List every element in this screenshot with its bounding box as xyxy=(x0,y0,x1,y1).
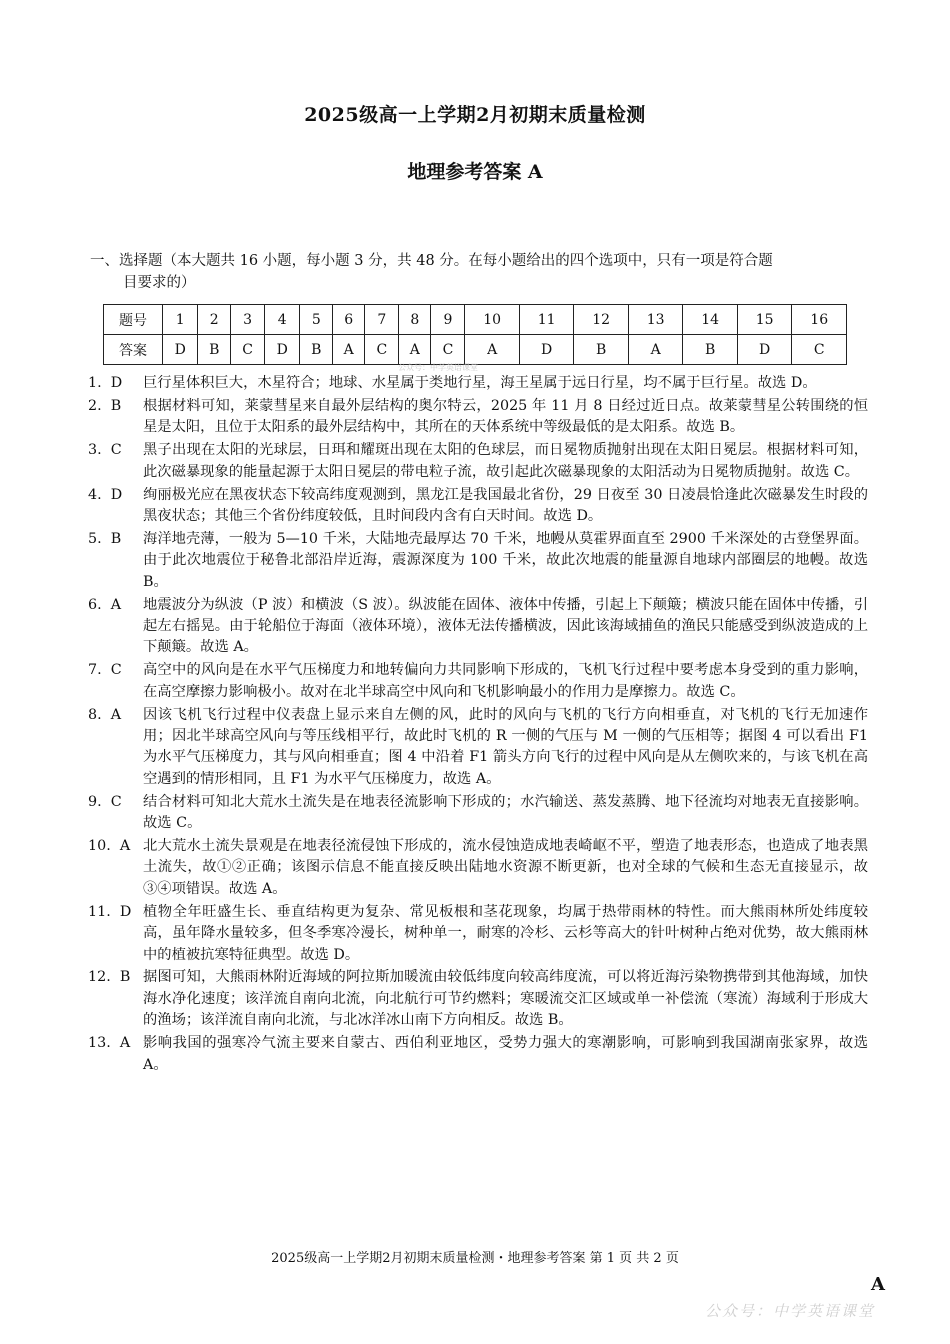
table-cell: 10 xyxy=(465,305,520,335)
table-cell: A xyxy=(399,335,431,365)
item-number: 8. A xyxy=(88,706,122,723)
table-cell: 4 xyxy=(265,305,300,335)
item-text: 地震波分为纵波（P 波）和横波（S 波）。纵波能在固体、液体中传播，引起上下颠簸；横波只能在固体中传播，引起左右摇晃。由于轮船位于海面（液体环境），液体无法传播横波，因此该海域捕鱼的渔民只能感受到纵波造成的上下颠簸。故选 A。 xyxy=(143,596,868,656)
table-cell: 16 xyxy=(792,305,847,335)
table-cell: A xyxy=(628,335,683,365)
answer-table-row-answers xyxy=(104,335,847,365)
answer-explanations xyxy=(88,373,868,1078)
page-subtitle: 地理参考答案 A xyxy=(407,161,543,183)
page-footer: 2025级高一上学期2月初期末质量检测・地理参考答案 第 1 页 共 2 页 xyxy=(271,1251,679,1266)
table-cell: C xyxy=(792,335,847,365)
list-item xyxy=(88,902,868,966)
list-item xyxy=(88,705,868,791)
watermark-small: 公众号：中学英语课堂 xyxy=(398,363,478,372)
answer-table-row-numbers xyxy=(104,305,847,335)
item-number: 4. D xyxy=(88,486,123,503)
item-number: 6. A xyxy=(88,596,122,613)
table-cell: B xyxy=(198,335,231,365)
table-cell: D xyxy=(519,335,574,365)
table-cell: B xyxy=(300,335,333,365)
item-number: 10. A xyxy=(88,838,131,855)
item-number: 3. C xyxy=(88,442,122,459)
table-header-cell: 题号 xyxy=(104,305,163,335)
item-number: 2. B xyxy=(88,397,122,414)
table-cell: B xyxy=(683,335,738,365)
table-header-cell: 答案 xyxy=(104,335,163,365)
table-cell: D xyxy=(163,335,198,365)
item-text: 绚丽极光应在黑夜状态下较高纬度观测到，黑龙江是我国最北省份，29 日夜至 30 日凌晨恰逢此次磁暴发生时段的黑夜状态；其他三个省份纬度较低，且时间段内含有白天时间。故选 D。 xyxy=(143,486,868,524)
table-cell: 2 xyxy=(198,305,231,335)
table-cell: D xyxy=(265,335,300,365)
page-title: 2025级高一上学期2月初期末质量检测 xyxy=(304,104,646,126)
section-heading xyxy=(90,250,865,294)
table-cell: 14 xyxy=(683,305,738,335)
table-cell: 3 xyxy=(231,305,265,335)
list-item xyxy=(88,373,868,394)
item-text: 影响我国的强寒冷气流主要来自蒙古、西伯利亚地区，受势力强大的寒潮影响，可影响到我国湖南张家界，故选 A。 xyxy=(143,1035,868,1073)
table-cell: 11 xyxy=(519,305,574,335)
list-item xyxy=(88,967,868,1031)
item-number: 11. D xyxy=(88,903,132,920)
item-number: 5. B xyxy=(88,530,122,547)
item-text: 北大荒水土流失景观是在地表径流侵蚀下形成的，流水侵蚀造成地表崎岖不平，塑造了地表形态，也造成了地表黑土流失，故①②正确；该图示信息不能直接反映出陆地水资源不断更新，也对全球的气候和生态无直接显示，故③④项错误。故选 A。 xyxy=(143,838,868,897)
table-cell: A xyxy=(465,335,520,365)
table-cell: C xyxy=(365,335,399,365)
table-cell: 12 xyxy=(574,305,629,335)
item-number: 7. C xyxy=(88,662,122,679)
list-item xyxy=(88,529,868,593)
table-cell: D xyxy=(737,335,792,365)
list-item xyxy=(88,485,868,528)
list-item xyxy=(88,396,868,439)
table-cell: 7 xyxy=(365,305,399,335)
item-text: 黑子出现在太阳的光球层，日珥和耀斑出现在太阳的色球层，而日冕物质抛射出现在太阳日冕层。根据材料可知，此次磁暴现象的能量起源于太阳日冕层的带电粒子流，故引起此次磁暴现象的太阳活动为日冕物质抛射。故选 C。 xyxy=(143,442,868,480)
list-item xyxy=(88,836,868,900)
list-item xyxy=(88,440,868,483)
version-label: A xyxy=(871,1274,885,1295)
item-text: 因该飞机飞行过程中仪表盘上显示来自左侧的风，此时的风向与飞机的飞行方向相垂直，对飞机的飞行无加速作用；因北半球高空风向与等压线相平行，故此时飞机的 R 一侧的气压与 M 一侧的气压相等；据图 4 可以看出 F1 为水平气压梯度力，其与风向相垂直；图 4 中沿着 F1 箭头方向飞行的过程中风向是从左侧吹来的，与该飞机在高空遇到的情形相同，且 F1 为水平气压梯度力，故选 A。 xyxy=(143,706,868,787)
watermark-bottom: 公众号：中学英语课堂 xyxy=(705,1302,876,1320)
table-cell: 5 xyxy=(300,305,333,335)
table-cell: A xyxy=(333,335,365,365)
item-text: 根据材料可知，莱蒙彗星来自最外层结构的奥尔特云，2025 年 11 月 8 日经过近日点。故莱蒙彗星公转围绕的恒星是太阳，且位于太阳系的最外层结构中，其所在的天体系统中等级最低的是太阳系。故选 B。 xyxy=(143,397,868,436)
item-text: 据图可知，大熊雨林附近海域的阿拉斯加暖流由较低纬度向较高纬度流，可以将近海污染物携带到其他海域，加快海水净化速度；该洋流自南向北流，向北航行可节约燃料；寒暖流交汇区域或单一补偿流（寒流）海域利于形成大的渔场；该洋流自南向北流，与北冰洋冰山南下方向相反。故选 B。 xyxy=(143,969,868,1029)
table-cell: 1 xyxy=(163,305,198,335)
answer-table xyxy=(103,304,847,365)
table-cell: 9 xyxy=(431,305,465,335)
item-number: 12. B xyxy=(88,969,131,986)
table-cell: 13 xyxy=(628,305,683,335)
item-text: 植物全年旺盛生长、垂直结构更为复杂、常见板根和茎花现象，均属于热带雨林的特性。而大熊雨林所处纬度较高，虽年降水量较多，但冬季寒冷漫长，树种单一，耐寒的冷杉、云杉等高大的针叶树种占绝对优势，故大熊雨林中的植被抗寒特征典型。故选 D。 xyxy=(143,903,868,963)
item-number: 1. D xyxy=(88,375,123,391)
item-text: 海洋地壳薄，一般为 5—10 千米，大陆地壳最厚达 70 千米，地幔从莫霍界面直至 2900 千米深处的古登堡界面。由于此次地震位于秘鲁北部沿岸近海，震源深度为 100 千米，故此次地震的能量源自地球内部圈层的地幔。故选 B。 xyxy=(143,530,868,590)
table-cell: B xyxy=(574,335,629,365)
list-item xyxy=(88,792,868,835)
table-cell: C xyxy=(431,335,465,365)
section-heading-line2: 目要求的） xyxy=(123,275,196,291)
table-cell: 15 xyxy=(737,305,792,335)
table-cell: 8 xyxy=(399,305,431,335)
list-item xyxy=(88,660,868,703)
item-text: 高空中的风向是在水平气压梯度力和地转偏向力共同影响下形成的，飞机飞行过程中要考虑本身受到的重力影响，在高空摩擦力影响极小。故对在北半球高空中风向和飞机影响最小的作用力是摩擦力。故选 C。 xyxy=(143,662,868,700)
item-number: 13. A xyxy=(88,1035,131,1052)
table-cell: C xyxy=(231,335,265,365)
section-heading-line1: 一、选择题（本大题共 16 小题，每小题 3 分，共 48 分。在每小题给出的四个选项中，只有一项是符合题 xyxy=(90,253,773,269)
table-cell: 6 xyxy=(333,305,365,335)
item-number: 9. C xyxy=(88,793,122,810)
item-text: 巨行星体积巨大，木星符合；地球、水星属于类地行星，海王星属于远日行星，均不属于巨行星。故选 D。 xyxy=(143,375,817,391)
item-text: 结合材料可知北大荒水土流失是在地表径流影响下形成的；水汽输送、蒸发蒸腾、地下径流均对地表无直接影响。故选 C。 xyxy=(143,793,868,832)
list-item xyxy=(88,1033,868,1076)
list-item xyxy=(88,595,868,659)
